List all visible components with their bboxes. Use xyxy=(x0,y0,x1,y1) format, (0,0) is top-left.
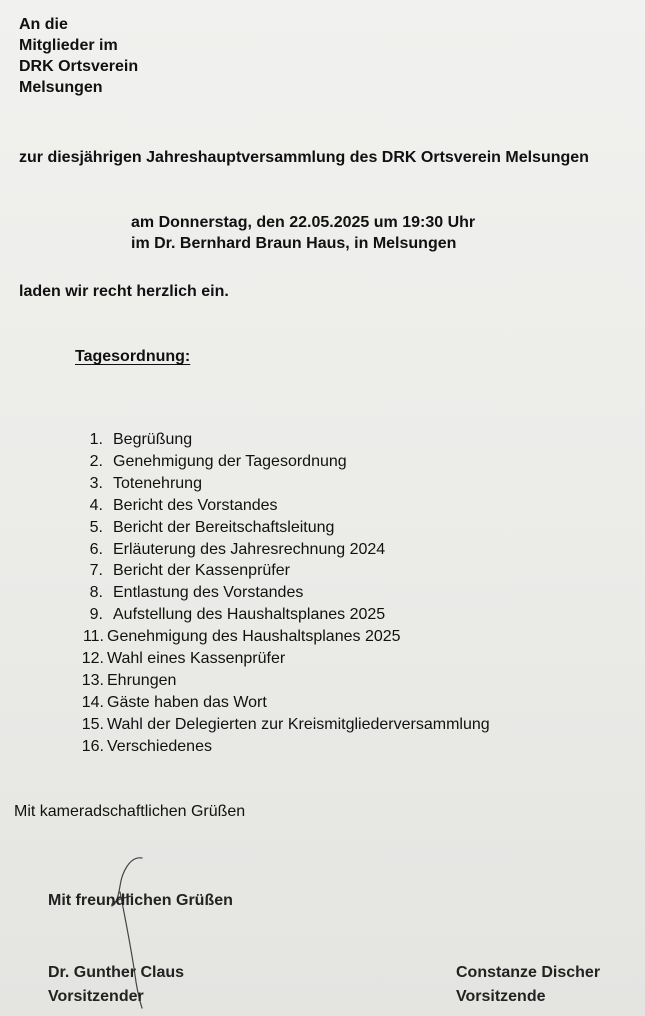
agenda-item-text: Genehmigung des Haushaltsplanes 2025 xyxy=(107,628,401,646)
agenda-item-text: Ehrungen xyxy=(107,671,177,689)
agenda-item-text: Bericht der Kassenprüfer xyxy=(113,562,290,580)
agenda-item-text: Verschiedenes xyxy=(107,737,212,755)
agenda-item xyxy=(74,736,490,758)
agenda-item-number: 7. xyxy=(89,562,103,580)
signatory-role: Vorsitzender xyxy=(48,988,144,1005)
agenda-item xyxy=(74,560,490,582)
agenda-item-number: 16. xyxy=(81,737,104,755)
agenda-item-number: 9. xyxy=(89,606,103,624)
agenda-item xyxy=(74,473,490,495)
agenda-list xyxy=(74,429,490,758)
address-line: DRK Ortsverein xyxy=(19,58,139,75)
agenda-item-number: 5. xyxy=(89,518,103,536)
intro-text: zur diesjährigen Jahreshauptversammlung des DRK Ortsverein Melsungen xyxy=(19,149,589,166)
agenda-item xyxy=(74,539,490,561)
agenda-heading: Tagesordnung: xyxy=(75,348,191,365)
agenda-item-text: Wahl der Delegierten zur Kreismitgliederversammlung xyxy=(107,715,490,733)
agenda-item-text: Aufstellung des Haushaltsplanes 2025 xyxy=(113,606,386,624)
address-line: An die xyxy=(19,16,68,33)
signatory-left xyxy=(48,961,184,1009)
agenda-item-text: Gäste haben das Wort xyxy=(107,693,267,711)
agenda-item xyxy=(74,670,490,692)
agenda-item xyxy=(74,451,490,473)
agenda-item-text: Begrüßung xyxy=(113,431,193,448)
agenda-item xyxy=(74,604,490,626)
address-line: Mitglieder im xyxy=(19,37,118,54)
closing-signoff: Mit freundlichen Grüßen xyxy=(48,892,233,909)
address-line: Melsungen xyxy=(19,79,103,96)
agenda-item xyxy=(74,714,490,736)
agenda-item xyxy=(74,429,490,451)
invite-text: laden wir recht herzlich ein. xyxy=(19,283,229,300)
agenda-item xyxy=(74,495,490,517)
signatory-name: Constanze Discher xyxy=(456,964,601,981)
agenda-item-text: Totenehrung xyxy=(113,474,202,492)
agenda-item-text: Wahl eines Kassenprüfer xyxy=(107,650,286,668)
meeting-place: im Dr. Bernhard Braun Haus, in Melsungen xyxy=(131,235,457,252)
agenda-item-text: Bericht des Vorstandes xyxy=(113,496,278,514)
agenda-item-text: Entlastung des Vorstandes xyxy=(113,584,304,602)
meeting-date: am Donnerstag, den 22.05.2025 um 19:30 Uhr xyxy=(131,214,476,231)
agenda-item-text: Genehmigung der Tagesordnung xyxy=(113,452,347,470)
agenda-item-number: 3. xyxy=(89,474,103,492)
agenda-item xyxy=(74,648,490,670)
agenda-item-number: 14. xyxy=(81,693,104,711)
agenda-item-number: 13. xyxy=(81,671,104,689)
signatory-role: Vorsitzende xyxy=(456,988,546,1005)
closing-greeting: Mit kameradschaftlichen Grüßen xyxy=(14,803,246,820)
meeting-details xyxy=(131,212,475,254)
agenda-item-number: 12. xyxy=(81,650,104,668)
agenda-item-number: 6. xyxy=(89,540,103,558)
agenda-item-number: 1. xyxy=(89,431,103,448)
agenda-item xyxy=(74,692,490,714)
agenda-item-text: Erläuterung des Jahresrechnung 2024 xyxy=(113,540,386,558)
agenda-item-number: 15. xyxy=(81,715,104,733)
agenda-item-number: 8. xyxy=(89,584,103,602)
signatory-name: Dr. Gunther Claus xyxy=(48,964,185,981)
agenda-item xyxy=(74,626,490,648)
agenda-item-number: 11. xyxy=(82,628,104,646)
agenda-item xyxy=(74,582,490,604)
signatory-right xyxy=(456,961,600,1009)
agenda-item-number: 2. xyxy=(89,452,103,470)
recipient-address xyxy=(19,14,138,98)
agenda-item xyxy=(74,517,490,539)
agenda-item-text: Bericht der Bereitschaftsleitung xyxy=(113,518,335,536)
agenda-item-number: 4. xyxy=(89,496,103,514)
